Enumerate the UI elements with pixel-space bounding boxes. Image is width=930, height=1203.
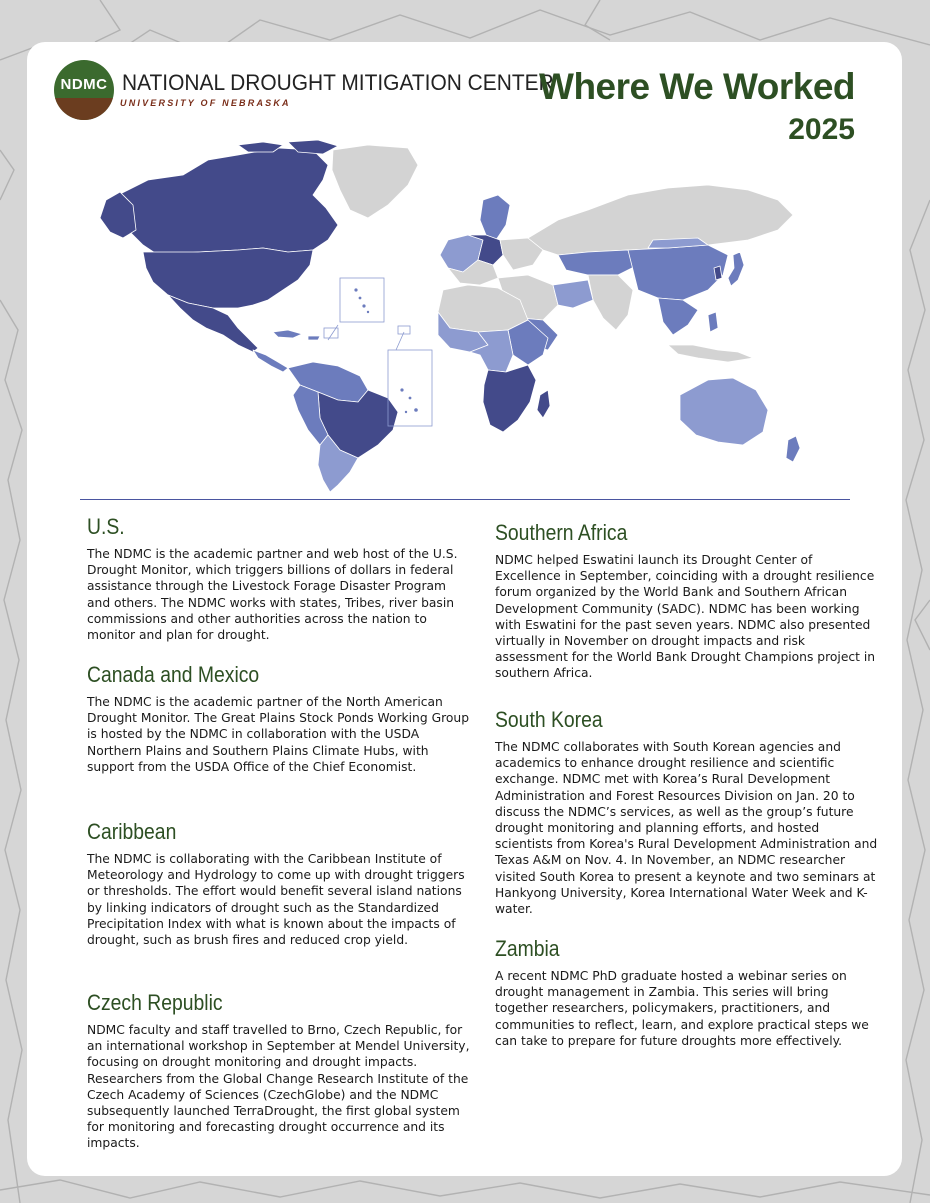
section-caribbean xyxy=(87,817,472,948)
map-region-canada xyxy=(118,148,338,255)
map-region-southeast-asia xyxy=(658,298,698,335)
section-body: The NDMC is the academic partner of the North American Drought Monitor. The Great Plains Stock Ponds Working Group is hosted by the NDMC in collaboration with the USDA Northern Plains and Southern Plains Climate Hubs, with support from the USDA Office of the Chief Economist. xyxy=(87,695,470,774)
section-body: NDMC helped Eswatini launch its Drought Center of Excellence in September, coinciding with a drought resilience forum organized by the World Bank and Southern African Development Community (SADC). NDMC has been working with Eswatini for the past seven years. NDMC also presented virtually in November on drought impacts and risk assessment for the World Bank Drought Champions project in southern Africa. xyxy=(495,553,876,681)
map-region-iran xyxy=(553,280,593,308)
map-region-greenland xyxy=(332,145,418,218)
map-region-china xyxy=(628,245,728,300)
section-body: The NDMC collaborates with South Korean agencies and academics to enhance drought resilience and scientific exchange. NDMC met with Korea’s Rural Development Administration and Forest Resources Division on Jan. 20 to discuss the NDMC’s services, as well as the group’s future drought monitoring and planning efforts, and hosted scientists from Korea's Rural Development Administration and Texas A&M on Nov. 4. In November, an NDMC researcher visited South Korea to present a keynote and two seminars at Hankyong University, Korea International Water Week and K-water. xyxy=(495,740,878,917)
map-region-madagascar xyxy=(537,390,550,418)
section-south-korea xyxy=(495,705,880,917)
world-map xyxy=(88,140,858,495)
section-us xyxy=(87,512,472,643)
map-region-central-america xyxy=(253,350,288,372)
map-region-australia xyxy=(680,378,768,445)
map-region-south-asia xyxy=(588,275,633,330)
map-region-japan xyxy=(728,252,744,286)
map-region-southern-africa xyxy=(483,365,536,432)
section-czech-republic xyxy=(87,988,472,1152)
map-region-united-states xyxy=(143,248,313,308)
map-region-new-zealand xyxy=(786,436,800,462)
map-region-caribbean xyxy=(273,330,320,340)
map-divider xyxy=(80,499,850,500)
section-body: The NDMC is collaborating with the Caribbean Institute of Meteorology and Hydrology to come up with drought triggers or thresholds. The effort would benefit several island nations by linking indicators of drought such as the Standardized Precipitation Index with what is known about the impacts of drought, such as brush fires and reduced crop yield. xyxy=(87,852,465,948)
page-title: Where We Worked xyxy=(539,66,855,107)
organization-subtitle: UNIVERSITY OF NEBRASKA xyxy=(120,98,291,108)
section-title: U.S. xyxy=(87,514,125,539)
page-year: 2025 xyxy=(788,113,855,146)
section-southern-africa xyxy=(495,518,880,682)
map-region-central-asia xyxy=(558,250,638,275)
map-region-indonesia xyxy=(668,345,753,362)
section-title: Czech Republic xyxy=(87,990,223,1015)
section-body: NDMC faculty and staff travelled to Brno, Czech Republic, for an international workshop in September at Mendel University, focusing on drought monitoring and drought impacts. Researchers from the Global Change Research Institute of the Czech Academy of Sciences (CzechGlobe) and the NDMC subsequently launched TerraDrought, the first global system for monitoring and forecasting drought occurrence and its impacts. xyxy=(87,1023,470,1151)
organization-name: NATIONAL DROUGHT MITIGATION CENTER xyxy=(122,70,554,95)
section-title: Zambia xyxy=(495,936,560,961)
section-canada-mexico xyxy=(87,660,472,775)
section-title: Southern Africa xyxy=(495,520,628,545)
section-title: Caribbean xyxy=(87,819,177,844)
section-body: The NDMC is the academic partner and web host of the U.S. Drought Monitor, which triggers billions of dollars in federal assistance through the Livestock Forage Disaster Program and others. The NDMC works with states, Tribes, river basin commissions and other authorities across the nation to monitor and plan for drought. xyxy=(87,547,458,643)
section-title: Canada and Mexico xyxy=(87,662,260,687)
section-body: A recent NDMC PhD graduate hosted a webinar series on drought management in Zambia. This series will bring together researchers, policymakers, practitioners, and communities to reflect, learn, and explore practical steps we can take to prepare for future droughts more effectively. xyxy=(495,969,869,1048)
map-region-philippines xyxy=(708,312,718,332)
ndmc-logo-emblem xyxy=(54,60,114,120)
logo-soil-band xyxy=(54,98,114,120)
section-title: South Korea xyxy=(495,707,603,732)
map-region-scandinavia xyxy=(480,195,510,240)
ndmc-logo[interactable] xyxy=(54,60,554,120)
section-zambia xyxy=(495,934,880,1049)
logo-abbreviation: NDMC xyxy=(60,76,108,93)
